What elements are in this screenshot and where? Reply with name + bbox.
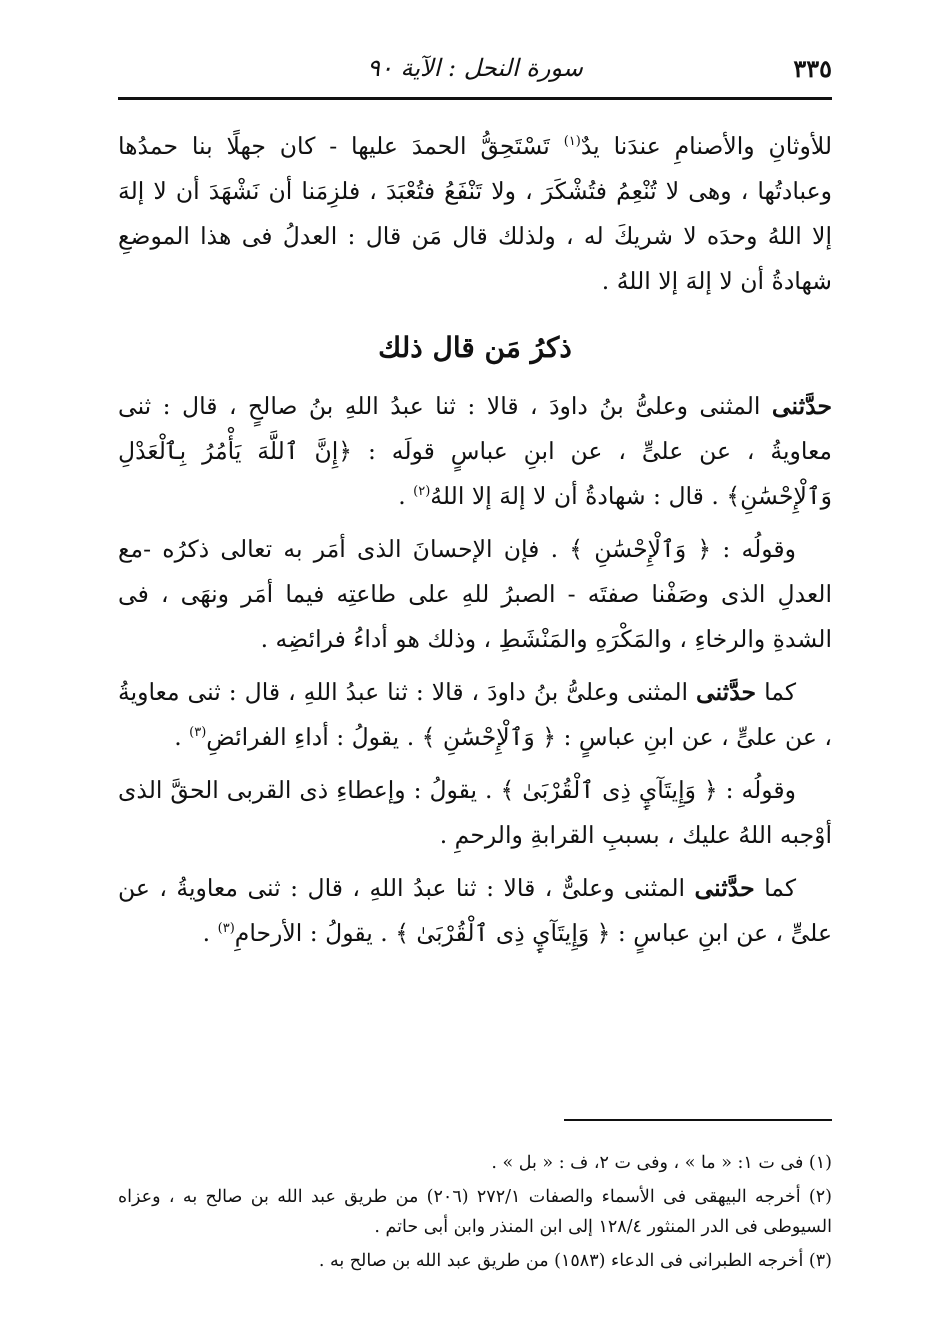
hadith-lead-word: حدَّثنى	[696, 678, 757, 706]
paragraph-text: .	[398, 482, 414, 510]
paragraph-text: .	[174, 723, 190, 751]
section-title: ذكرُ مَن قال ذلك	[378, 331, 572, 364]
hadith-lead-word: حدَّثنى	[771, 392, 832, 420]
paragraph-text: تَسْتَحِقُّ الحمدَ عليها - كان جهلًا بنا حمدُها وعبادتُها ، وهى لا تُنْعِمُ فتُشْكَرَ ، ولا تَنْفَعُ فتُعْبَدَ ، فلزِمَنا أن نَشْهَدَ أن لا إلهَ إلا اللهُ وحدَه لا شريكَ له ، ولذلك قال مَن قال : العدلُ فى هذا الموضعِ شهادةُ أن لا إلهَ إلا اللهُ .	[118, 132, 832, 295]
footnote-rule	[564, 1119, 832, 1121]
footnote-3: (٣) أخرجه الطبرانى فى الدعاء (١٥٨٣) من طريق عبد الله بن صالح به .	[318, 1251, 832, 1271]
paragraph-text: كما	[756, 678, 797, 706]
running-head: سورة النحل : الآية ٩٠	[367, 54, 583, 82]
paragraph-text: .	[202, 919, 218, 947]
paragraph-text: وقولُه : ﴿ وَإِيتَآيِٕ ذِى ٱلْقُرْبَىٰ ﴾ . يقولُ : وإعطاءِ ذى القربى الحقَّ الذى أوْجبه اللهُ عليك ، بسببِ القرابةِ والرحمِ .	[118, 776, 832, 849]
paragraph-hadith-1	[118, 384, 832, 519]
footnote-ref-3b: (٣)	[217, 921, 235, 937]
footnote-ref-2: (٢)	[413, 484, 431, 500]
paragraph-commentary-2	[118, 768, 832, 858]
hadith-lead-word: حدَّثنى	[694, 874, 755, 902]
paragraph-commentary-1	[118, 527, 832, 662]
paragraph-text: المثنى وعلىُّ بنُ داودَ ، قالا : ثنا عبدُ اللهِ بنُ صالحٍ ، قال : ثنى معاويةُ ، عن علىٍّ ، عن ابنِ عباسٍ قولَه : ﴿إِنَّ ٱللَّهَ يَأْمُرُ بِٱلْعَدْلِ وَٱلْإِحْسَٰنِ﴾ . قال : شهادةُ أن لا إلهَ إلا اللهُ	[118, 392, 832, 510]
footnote-2: (٢) أخرجه البيهقى فى الأسماء والصفات ٢٧٢/١ (٢٠٦) من طريق عبد الله بن صالح به ، وعزاه السيوطى فى الدر المنثور ١٢٨/٤ إلى ابن المنذر وابن أبى حاتم .	[118, 1187, 832, 1237]
paragraph-hadith-2	[118, 670, 832, 760]
paragraph-hadith-3	[118, 866, 832, 956]
paragraph-text: للأوثانِ والأصنامِ عندَنا يدٌ	[580, 132, 832, 160]
footnote-1: (١) فى ت ١: « ما » ، وفى ت ٢، ف : « بل » .	[491, 1153, 832, 1173]
page-number: ٣٣٥	[793, 54, 832, 83]
paragraph-text: المثنى وعلىٌّ ، قالا : ثنا عبدُ اللهِ ، قال : ثنى معاويةُ ، عن علىٍّ ، عن ابنِ عباسٍ : ﴿ وَإِيتَآيِٕ ذِى ٱلْقُرْبَىٰ ﴾ . يقولُ : الأرحامِ	[118, 874, 832, 947]
paragraph-intro	[118, 124, 832, 304]
footnotes	[118, 1148, 832, 1280]
main-text	[118, 124, 832, 964]
header-rule	[118, 97, 832, 100]
paragraph-text: المثنى وعلىُّ بنُ داودَ ، قالا : ثنا عبدُ اللهِ ، قال : ثنى معاويةُ ، عن علىٍّ ، عن ابنِ عباسٍ : ﴿ وَٱلْإِحْسَٰنِ ﴾ . يقولُ : أداءِ الفرائضِ	[118, 678, 832, 751]
page-header	[118, 50, 832, 92]
footnote-ref-3: (٣)	[189, 725, 207, 741]
footnote-ref-1: (١)	[563, 134, 581, 150]
paragraph-text: وقولُه : ﴿ وَٱلْإِحْسَٰنِ ﴾ . فإن الإحسانَ الذى أمَر به تعالى ذكرُه -مع العدلِ الذى وصَفْنا صفتَه - الصبرُ للهِ على طاعتِه فيما أمَر ونهَى ، فى الشدةِ والرخاءِ ، والمَكْرَهِ والمَنْشَطِ ، وذلك هو أداءُ فرائضِه .	[118, 535, 832, 653]
paragraph-text: كما	[754, 874, 797, 902]
